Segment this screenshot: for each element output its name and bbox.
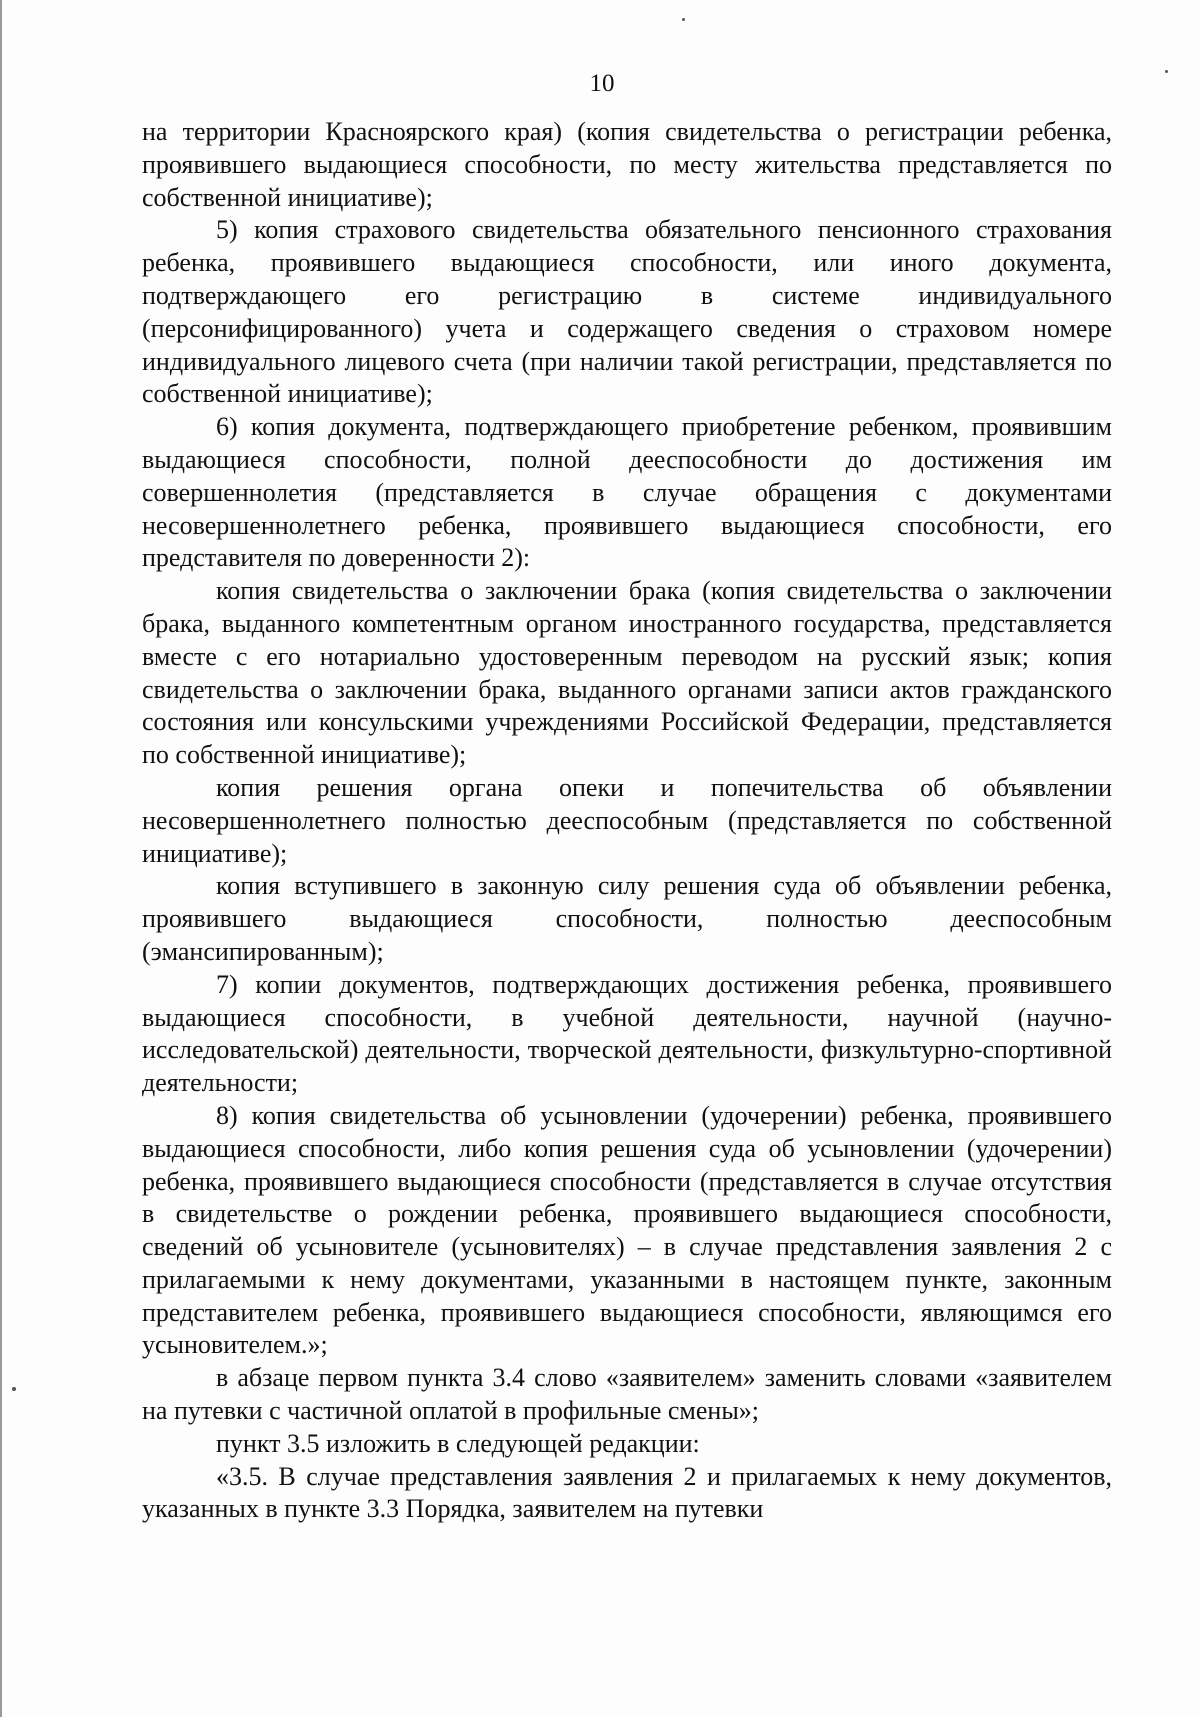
- paragraph-clause-3-5: «3.5. В случае представления заявления 2 и прилагаемых к нему документов, указанных в пункте 3.3 Порядка, заявителем на путевки: [142, 1461, 1112, 1524]
- paragraph-court-decision: копия вступившего в законную силу решения суда об объявлении ребенка, проявившего выдающиеся способности, полностью дееспособным (эмансипированным);: [142, 871, 1112, 966]
- paragraph-item-8: 8) копия свидетельства об усыновлении (удочерении) ребенка, проявившего выдающиеся способности, либо копия решения суда об усыновлении (удочерении) ребенка, проявившего выдающиеся способности (представляется в случае отсутствия в свидетельстве о рождении ребенка, проявившего выдающиеся способности, сведений об усыновителе (усыновителях) – в случае представления заявления 2 с прилагаемыми к нему документами, указанными в настоящем пункте, законным представителем ребенка, проявившего выдающиеся способности, являющимся его усыновителем.»;: [142, 1100, 1112, 1360]
- scan-speck: [682, 18, 685, 21]
- paragraph-item-5: 5) копия страхового свидетельства обязательного пенсионного страхования ребенка, проявившего выдающиеся способности, или иного документа, подтверждающего его регистрацию в системе индивидуального (персонифицированного) учета и содержащего сведения о страховом номере индивидуального лицевого счета (при наличии такой регистрации, представляется по собственной инициативе);: [142, 215, 1112, 409]
- paragraph-item-6: 6) копия документа, подтверждающего приобретение ребенком, проявившим выдающиеся способности, полной дееспособности до достижения им совершеннолетия (представляется в случае обращения с документами несовершеннолетнего ребенка, проявившего выдающиеся способности, его представителя по доверенности 2):: [142, 412, 1112, 573]
- scan-speck: [1165, 70, 1168, 73]
- paragraph-item-7: 7) копии документов, подтверждающих достижения ребенка, проявившего выдающиеся способности, в учебной деятельности, научной (научно-исследовательской) деятельности, творческой деятельности, физкультурно-спортивной деятельности;: [142, 969, 1112, 1098]
- paragraph-clause-3-5-intro: пункт 3.5 изложить в следующей редакции:: [216, 1428, 700, 1458]
- scan-speck: [12, 1387, 16, 1391]
- paragraph-clause-3-4: в абзаце первом пункта 3.4 слово «заявителем» заменить словами «заявителем на путевки с частичной оплатой в профильные смены»;: [142, 1363, 1112, 1426]
- paragraph-marriage-certificate: копия свидетельства о заключении брака (копия свидетельства о заключении брака, выданного компетентным органом иностранного государства, представляется вместе с его нотариально удостоверенным переводом на русский язык; копия свидетельства о заключении брака, выданного органами записи актов гражданского состояния или консульскими учреждениями Российской Федерации, представляется по собственной инициативе);: [142, 576, 1112, 770]
- paragraph-guardianship-decision: копия решения органа опеки и попечительства об объявлении несовершеннолетнего полностью дееспособным (представляется по собственной инициативе);: [142, 772, 1112, 868]
- page-number: 10: [589, 70, 615, 97]
- document-body: [142, 116, 1112, 1526]
- paragraph-continuation: на территории Красноярского края) (копия свидетельства о регистрации ребенка, проявившего выдающиеся способности, по месту жительства представляется по собственной инициативе);: [142, 117, 1112, 212]
